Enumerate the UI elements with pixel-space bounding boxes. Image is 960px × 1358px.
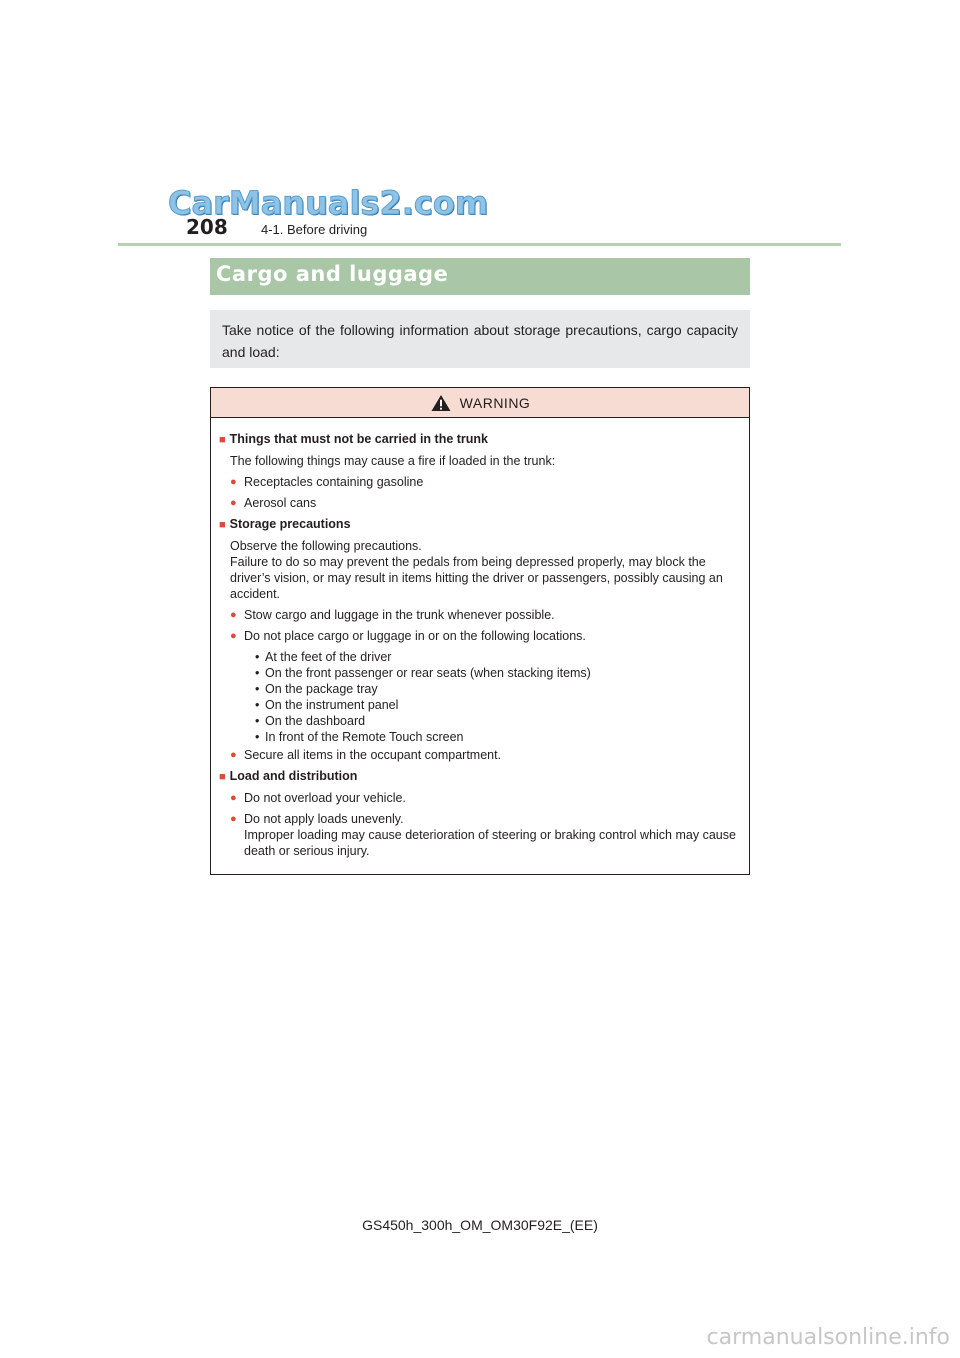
square-bullet-icon: ■ <box>219 434 226 446</box>
list-item <box>230 747 743 763</box>
paragraph: The following things may cause a fire if loaded in the trunk: <box>230 454 556 468</box>
circle-bullet-icon: ● <box>230 476 237 488</box>
breadcrumb: 4-1. Before driving <box>261 222 368 237</box>
sub-list-item-text: On the dashboard <box>265 714 366 728</box>
list-item <box>230 607 743 623</box>
warning-box <box>210 387 750 875</box>
paragraph-line: Failure to do so may prevent the pedals from being depressed properly, may block the driver’s vision, or may result in items hitting the driver or passengers, possibly causing an accident. <box>230 555 723 601</box>
list-item-text: Stow cargo and luggage in the trunk whenever possible. <box>244 608 555 622</box>
circle-bullet-icon: ● <box>230 792 237 804</box>
warning-heading <box>219 431 743 448</box>
sub-list-item-text: On the package tray <box>265 682 378 696</box>
sub-list-item: • On the package tray <box>255 682 378 696</box>
list-item-line: Improper loading may cause deterioration of steering or braking control which may cause death or serious injury. <box>244 828 736 858</box>
list-item <box>230 628 743 644</box>
paragraph <box>230 538 743 602</box>
watermark-bottom: carmanualsonline.info <box>706 1325 950 1350</box>
circle-bullet-icon: ● <box>230 813 237 825</box>
sub-list-item-text: In front of the Remote Touch screen <box>265 730 464 744</box>
list-item-line: Do not apply loads unevenly. <box>244 812 404 826</box>
circle-bullet-icon: ● <box>230 609 237 621</box>
intro-box <box>210 310 750 368</box>
list-item <box>230 811 743 859</box>
list-item-text <box>244 811 743 859</box>
list-item-text: Do not place cargo or luggage in or on the following locations. <box>244 629 586 643</box>
sub-list-item: • In front of the Remote Touch screen <box>255 730 464 744</box>
sub-list-item-text: On the instrument panel <box>265 698 399 712</box>
sub-list-item-text: On the front passenger or rear seats (when stacking items) <box>265 666 591 680</box>
list-item-text: Do not overload your vehicle. <box>244 791 406 805</box>
page-number: 208 <box>186 215 228 239</box>
paragraph-line: Observe the following precautions. <box>230 539 422 553</box>
warning-triangle-icon <box>430 394 452 412</box>
warning-heading <box>219 768 743 785</box>
warning-body <box>211 418 749 859</box>
sub-list-item: • On the front passenger or rear seats (when stacking items) <box>255 666 591 680</box>
list-item <box>230 474 743 490</box>
footer-doc-code: GS450h_300h_OM_OM30F92E_(EE) <box>362 1217 598 1233</box>
warning-label: WARNING <box>459 394 531 411</box>
watermark-logo-top: CarManuals2.com <box>168 184 489 222</box>
circle-bullet-icon: ● <box>230 630 237 642</box>
heading-text: Storage precautions <box>229 517 351 531</box>
list-item-text: Receptacles containing gasoline <box>244 475 424 489</box>
intro-text: Take notice of the following information about storage precautions, cargo capacity and load: <box>222 322 738 360</box>
sub-list-item: • On the instrument panel <box>255 698 399 712</box>
heading-text: Things that must not be carried in the trunk <box>229 432 489 446</box>
section-title: Cargo and luggage <box>210 258 750 295</box>
sub-list-item: • On the dashboard <box>255 714 366 728</box>
header-divider <box>118 243 841 246</box>
square-bullet-icon: ■ <box>219 519 226 531</box>
sub-list <box>255 649 743 745</box>
warning-heading <box>219 516 743 533</box>
list-item <box>230 495 743 511</box>
circle-bullet-icon: ● <box>230 497 237 509</box>
warning-header <box>211 388 749 418</box>
list-item <box>230 790 743 806</box>
list-item-text: Aerosol cans <box>244 496 317 510</box>
sub-list-item: • At the feet of the driver <box>255 650 392 664</box>
sub-list-item-text: At the feet of the driver <box>265 650 392 664</box>
list-item-text: Secure all items in the occupant compartment. <box>244 748 502 762</box>
circle-bullet-icon: ● <box>230 749 237 761</box>
heading-text: Load and distribution <box>229 769 358 783</box>
square-bullet-icon: ■ <box>219 771 226 783</box>
